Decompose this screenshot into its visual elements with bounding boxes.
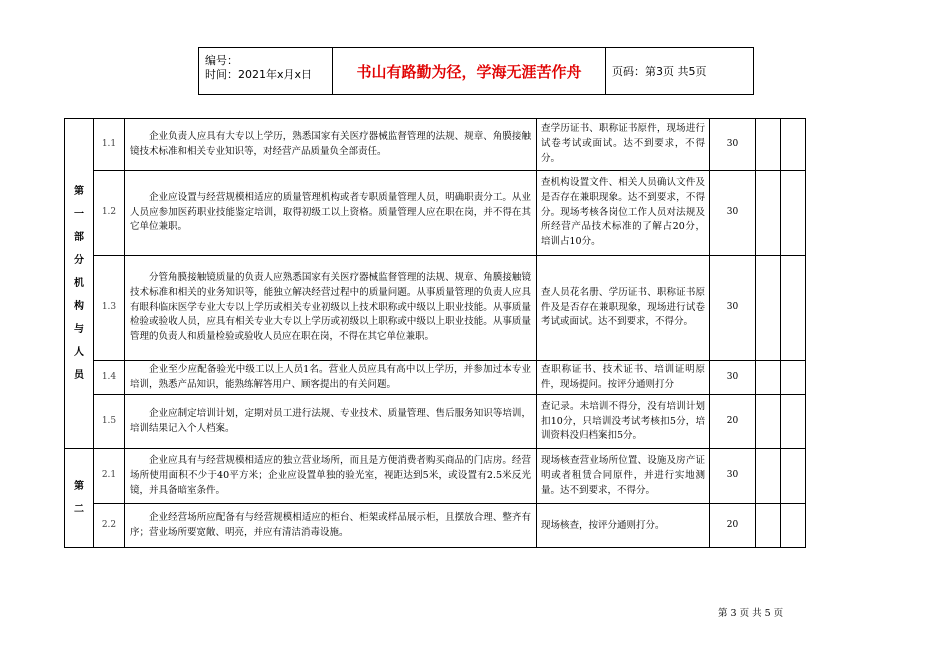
item-description: 企业至少应配备验光中级工以上人员1名。营业人员应具有高中以上学历，并参加过本专业培训，熟悉产品知识，能熟练解答用户、顾客提出的有关问题。 — [125, 361, 537, 395]
item-method: 查职称证书、技术证书、培训证明原件，现场提问。按评分通则打分 — [537, 361, 710, 395]
item-description: 企业应设置与经营规模相适应的质量管理机构或者专职质量管理人员，明确职责分工。从业人员应参加医药职业技能鉴定培训，取得初级工以上资格。质量管理人应在职在岗，并不得在其它单位兼职。 — [125, 171, 537, 256]
item-number: 1.3 — [94, 256, 125, 361]
empty-cell — [781, 361, 806, 395]
item-description: 分管角膜接触镜质量的负责人应熟悉国家有关医疗器械监督管理的法规、规章、角膜接触镜技术标准和相关的业务知识等，能独立解决经营过程中的质量问题。从事质量管理的负责人应具有眼科临床医学专业大专以上学历或相关专业初级以上技术职称或中级以上职业技能。从事质量检验或验收人员，应具有相关专业大专以上学历或初级以上职称或中级以上职业技能。从事质量管理的负责人和质量检验或验收人员应在职在岗，不得在其它单位兼职。 — [125, 256, 537, 361]
empty-cell — [781, 504, 806, 548]
document-time-label: 时间：2021年x月x日 — [205, 68, 313, 81]
empty-cell — [781, 119, 806, 171]
item-score: 30 — [710, 119, 756, 171]
item-score: 30 — [710, 449, 756, 504]
item-method: 现场核查，按评分通则打分。 — [537, 504, 710, 548]
item-score: 30 — [710, 171, 756, 256]
header-motto: 书山有路勤为径，学海无涯苦作舟 — [333, 48, 606, 94]
table-row — [65, 449, 806, 504]
item-method: 查机构设置文件、相关人员确认文件及是否存在兼职现象。达不到要求，不得分。现场考核各岗位工作人员对法规及所经营产品技术标准的了解占20分，培训占10分。 — [537, 171, 710, 256]
table-row — [65, 119, 806, 171]
item-number: 1.2 — [94, 171, 125, 256]
item-method: 现场核查营业场所位置、设施及房产证明或者租赁合同原件，并进行实地测量。达不到要求，不得分。 — [537, 449, 710, 504]
item-method: 查人员花名册、学历证书、职称证书原件及是否存在兼职现象，现场进行试卷考试或面试。达不到要求，不得分。 — [537, 256, 710, 361]
empty-cell — [756, 119, 781, 171]
item-description: 企业负责人应具有大专以上学历，熟悉国家有关医疗器械监督管理的法规、规章、角膜接触镜技术标准和相关专业知识等，对经营产品质量负全部责任。 — [125, 119, 537, 171]
item-description: 企业应制定培训计划，定期对员工进行法规、专业技术、质量管理、售后服务知识等培训，培训结果记入个人档案。 — [125, 395, 537, 449]
page-footer: 第 3 页 共 5 页 — [718, 608, 784, 619]
assessment-table — [64, 118, 806, 548]
table-row — [65, 504, 806, 548]
item-number: 1.5 — [94, 395, 125, 449]
document-id-label: 编号： — [205, 54, 238, 67]
item-number: 1.4 — [94, 361, 125, 395]
table-row — [65, 171, 806, 256]
empty-cell — [756, 504, 781, 548]
header-info-cell — [199, 48, 333, 94]
empty-cell — [781, 256, 806, 361]
item-number: 2.1 — [94, 449, 125, 504]
table-row — [65, 395, 806, 449]
item-score: 30 — [710, 256, 756, 361]
item-number: 2.2 — [94, 504, 125, 548]
empty-cell — [756, 395, 781, 449]
empty-cell — [756, 171, 781, 256]
item-description: 企业经营场所应配备有与经营规模相适应的柜台、柜架或样品展示柜，且摆放合理、整齐有序；营业场所要宽敞、明亮，并应有清洁消毒设施。 — [125, 504, 537, 548]
empty-cell — [781, 449, 806, 504]
item-method: 查记录。未培训不得分，没有培训计划扣10分，只培训没考试考核扣5分，培训资料没归档案扣5分。 — [537, 395, 710, 449]
section-two-label: 第二 — [65, 449, 94, 548]
item-score: 20 — [710, 395, 756, 449]
empty-cell — [781, 395, 806, 449]
item-score: 30 — [710, 361, 756, 395]
item-method: 查学历证书、职称证书原件，现场进行试卷考试或面试。达不到要求，不得分。 — [537, 119, 710, 171]
empty-cell — [756, 449, 781, 504]
section-one-label: 第一部分机构与人员 — [65, 119, 94, 449]
empty-cell — [781, 171, 806, 256]
item-score: 20 — [710, 504, 756, 548]
item-description: 企业应具有与经营规模相适应的独立营业场所，而且是方便消费者购买商品的门店房。经营场所使用面积不少于40平方米；企业应设置单独的验光室，视距达到5米，或设置有2.5米反光镜，并具备暗室条件。 — [125, 449, 537, 504]
empty-cell — [756, 361, 781, 395]
table-row — [65, 256, 806, 361]
empty-cell — [756, 256, 781, 361]
page-header — [198, 47, 754, 95]
table-row — [65, 361, 806, 395]
item-number: 1.1 — [94, 119, 125, 171]
header-page-label: 页码：第3页 共5页 — [612, 65, 707, 78]
